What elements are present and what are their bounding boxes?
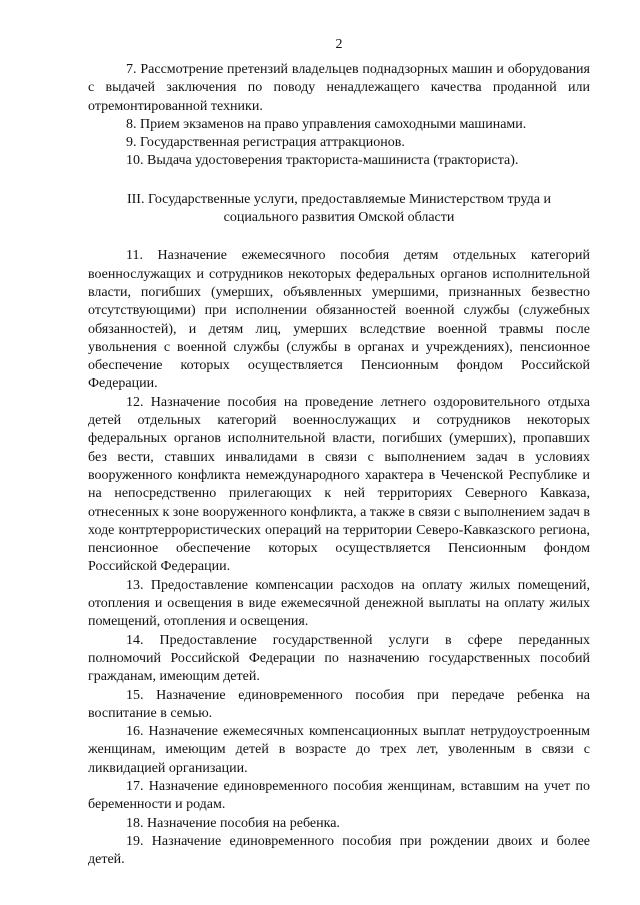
list-item-17: 17. Назначение единовременного пособия женщинам, вставшим на учет по беременности и родам. xyxy=(88,778,590,813)
section-heading: III. Государственные услуги, предоставляемые Министерством труда и социального развития Омской области xyxy=(126,191,551,226)
list-item-8: 8. Прием экзаменов на право управления самоходными машинами. xyxy=(126,116,527,132)
page-number: 2 xyxy=(335,37,343,52)
list-item-14: 14. Предоставление государственной услуги в сфере переданных полномочий Российской Федерации по назначению государственных пособий гражданам, имеющим детей. xyxy=(88,632,590,685)
list-item-16: 16. Назначение ежемесячных компенсационных выплат нетрудоустроенным женщинам, имеющим детей в возрасте до трех лет, уволенным в связи с ликвидацией организации. xyxy=(88,724,590,776)
document-page xyxy=(88,0,590,905)
list-item-18: 18. Назначение пособия на ребенка. xyxy=(126,815,340,831)
list-item-13: 13. Предоставление компенсации расходов на оплату жилых помещений, отопления и освещения в виде ежемесячной денежной выплаты на оплату жилых помещений, отопления и освещения. xyxy=(88,577,590,630)
list-item-9: 9. Государственная регистрация аттракционов. xyxy=(126,135,405,151)
list-item-7: 7. Рассмотрение претензий владельцев поднадзорных машин и оборудования с выдачей заключения по поводу ненадлежащего качества проданной или отремонтированной техники. xyxy=(88,62,590,114)
list-item-12: 12. Назначение пособия на проведение летнего оздоровительного отдыха детей отдельных категорий военнослужащих и сотрудников некоторых федеральных органов исполнительной власти, погибших (умерших), пропавших без вести, ставших инвалидами в связи с выполнением задач в условиях вооруженного конфликта немеждународного характера в Чеченской Республике и на непосредственно прилегающих к ней территориях Северного Кавказа, отнесенных к зоне вооруженного конфликта, а также в связи с выполнением задач в ходе контртеррористических операций на территории Северо-Кавказского региона, пенсионное обеспечение которых осуществляется Пенсионным фондом Российской Федерации. xyxy=(88,394,590,575)
list-item-15: 15. Назначение единовременного пособия при передаче ребенка на воспитание в семью. xyxy=(88,687,590,721)
list-item-10: 10. Выдача удостоверения тракториста-машиниста (тракториста). xyxy=(126,153,519,169)
list-item-19: 19. Назначение единовременного пособия при рождении двоих и более детей. xyxy=(88,833,590,868)
document-body xyxy=(88,61,590,869)
list-item-11: 11. Назначение ежемесячного пособия детям отдельных категорий военнослужащих и сотрудников некоторых федеральных органов исполнительной власти, погибших (умерших, объявленных умершими, признанных безвестно отсутствующими) при исполнении обязанностей военной службы (служебных обязанностей), и детям лиц, умерших вследствие военной травмы после увольнения с военной службы (службы в органах и учреждениях), пенсионное обеспечение которых осуществляется Пенсионным фондом Российской Федерации. xyxy=(88,248,590,392)
